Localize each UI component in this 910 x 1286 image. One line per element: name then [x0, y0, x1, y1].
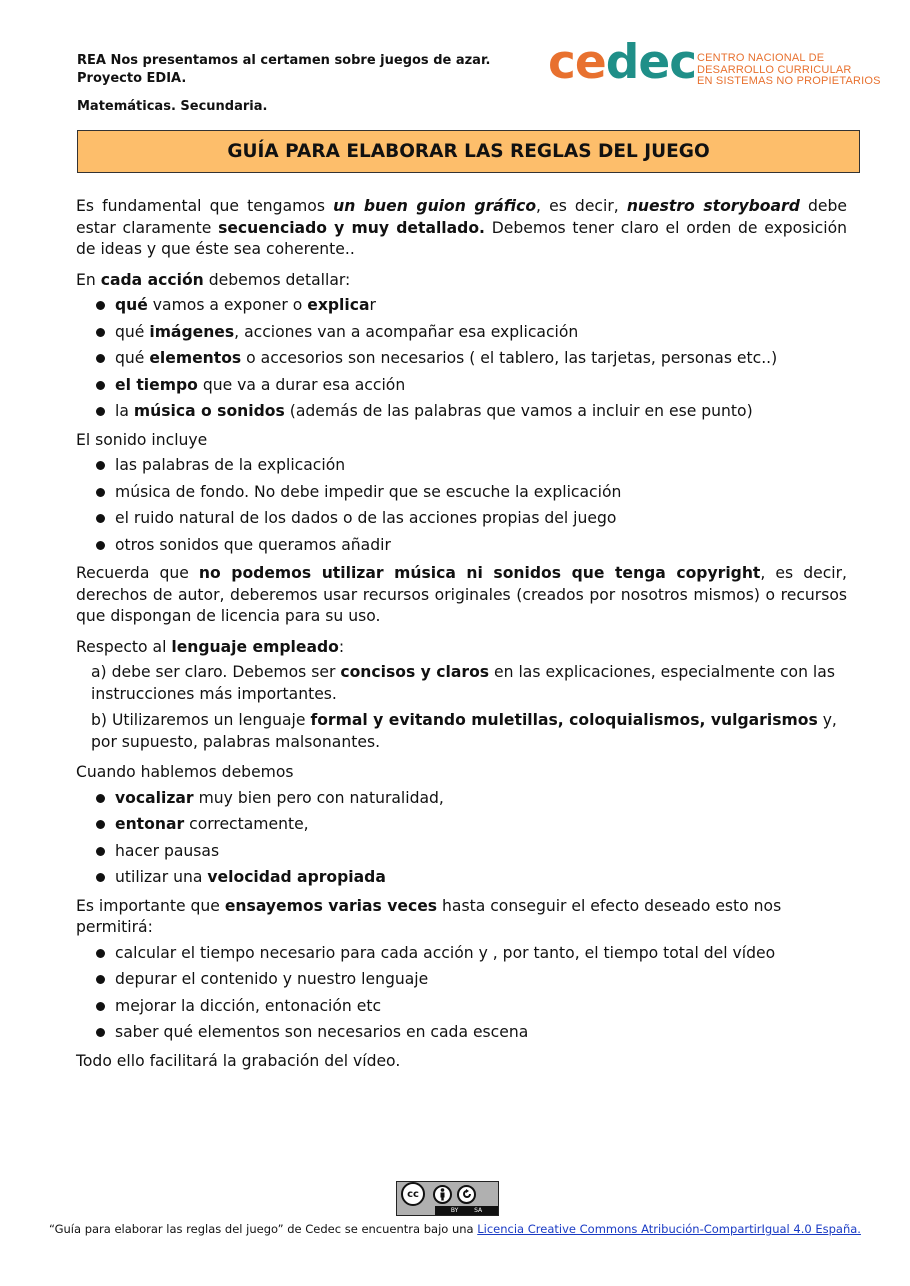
emphasis: elementos: [149, 349, 242, 367]
person-icon: [437, 1188, 448, 1201]
cedec-logo-word: [548, 35, 697, 90]
document-body: [76, 196, 847, 1081]
list-item: calcular el tiempo necesario para cada acción y , por tanto, el tiempo total del vídeo: [95, 943, 847, 965]
cedec-logo: [548, 35, 881, 94]
document-header: [77, 52, 547, 116]
emphasis: ensayemos varias veces: [224, 896, 438, 915]
emphasis: velocidad apropiada: [207, 868, 386, 886]
text: , es decir, derechos de autor, deberemos usar recursos originales (creados por nosotros mismos) o recursos que dispongan de licencia para su uso.: [76, 564, 847, 625]
page-title: GUÍA PARA ELABORAR LAS REGLAS DEL JUEGO: [77, 130, 860, 173]
list-item: [95, 788, 847, 810]
badge-by-label: BY: [450, 1207, 459, 1214]
text: En: [76, 270, 101, 289]
text: debemos detallar:: [203, 270, 351, 289]
list-item: saber qué elementos son necesarios en cada escena: [95, 1022, 847, 1044]
list-item: [95, 295, 847, 317]
text: muy bien pero con naturalidad,: [193, 788, 444, 807]
hablar-list: [76, 788, 847, 889]
emphasis: imágenes: [149, 322, 235, 341]
text: Recuerda que: [76, 564, 199, 582]
text: , es decir,: [536, 197, 627, 215]
sonido-heading: El sonido incluye: [76, 430, 208, 449]
cc-icon: cc: [401, 1182, 425, 1206]
text: Respecto al: [76, 637, 172, 656]
emphasis: nuestro storyboard: [626, 197, 800, 215]
emphasis: música o sonidos: [133, 402, 285, 420]
text: r: [369, 296, 376, 314]
emphasis: un buen guion gráfico: [333, 197, 537, 215]
list-item: [95, 322, 847, 344]
emphasis: qué: [115, 296, 148, 314]
lenguaje-point-b: [76, 710, 847, 753]
logo-ce: ce: [548, 35, 606, 90]
text: vamos a exponer o: [147, 296, 308, 314]
header-line-2: Proyecto EDIA.: [77, 71, 187, 86]
text: debe estar claramente: [76, 197, 847, 237]
emphasis: entonar: [115, 815, 185, 833]
cc-license-badge: [396, 1181, 499, 1216]
lenguaje-heading: [76, 637, 847, 659]
text: o accesorios son necesarios ( el tablero, las tarjetas, personas etc..): [241, 349, 778, 367]
sonido-list: [76, 455, 847, 556]
accion-list: [76, 295, 847, 423]
emphasis: no podemos utilizar música ni sonidos que tenga copyright: [198, 564, 761, 582]
cc-badge-bar: [435, 1206, 498, 1215]
text: que va a durar esa acción: [197, 375, 406, 394]
text: hasta conseguir el efecto deseado esto nos permitirá:: [76, 896, 782, 936]
text: Debemos tener claro el orden de exposición de ideas y que éste sea coherente..: [76, 218, 847, 258]
text: utilizar una: [115, 868, 208, 886]
license-footer: [0, 1222, 910, 1236]
text: la: [115, 402, 134, 420]
list-item: otros sonidos que queramos añadir: [95, 535, 847, 557]
closing-paragraph: Todo ello facilitará la grabación del vídeo.: [76, 1051, 401, 1070]
attribution-icon: [433, 1185, 452, 1204]
text: , acciones van a acompañar esa explicación: [234, 322, 579, 341]
emphasis: formal y evitando muletillas, coloquialismos, vulgarismos: [310, 711, 818, 729]
list-item: [95, 814, 847, 836]
share-alike-icon: [457, 1185, 476, 1204]
emphasis: cada acción: [100, 270, 204, 289]
emphasis: concisos y claros: [340, 663, 490, 681]
license-link[interactable]: Licencia Creative Commons Atribución-CompartirIgual 4.0 España.: [477, 1222, 861, 1236]
list-item: [95, 841, 847, 863]
header-subject: Matemáticas. Secundaria.: [77, 99, 268, 114]
text: qué: [115, 322, 150, 341]
copyright-paragraph: [76, 563, 847, 628]
logo-tagline-line: EN SISTEMAS NO PROPIETARIOS: [697, 75, 881, 87]
license-text: “Guía para elaborar las reglas del juego” de Cedec se encuentra bajo una: [49, 1222, 478, 1236]
list-item: mejorar la dicción, entonación etc: [95, 996, 847, 1018]
ensayo-heading: [76, 896, 847, 939]
text: Es fundamental que tengamos: [76, 197, 334, 215]
text: y, por supuesto, palabras malsonantes.: [91, 711, 837, 751]
text: :: [338, 637, 345, 656]
logo-tagline-line: CENTRO NACIONAL DE: [697, 52, 825, 64]
list-item: [95, 867, 847, 889]
text: hacer pausas: [115, 841, 220, 860]
list-item: música de fondo. No debe impedir que se escuche la explicación: [95, 482, 847, 504]
logo-dec: dec: [605, 35, 697, 90]
badge-sa-label: SA: [474, 1207, 483, 1214]
text: b) Utilizaremos un lenguaje: [91, 711, 311, 729]
text: qué: [115, 349, 150, 367]
list-item: el ruido natural de los dados o de las acciones propias del juego: [95, 508, 847, 530]
cedec-logo-tagline: [697, 53, 881, 88]
hablar-heading: Cuando hablemos debemos: [76, 763, 294, 781]
list-item: las palabras de la explicación: [95, 455, 847, 477]
header-line-1: REA Nos presentamos al certamen sobre juegos de azar.: [77, 53, 491, 68]
list-item: [95, 348, 847, 370]
text: en las explicaciones, especialmente con las instrucciones más importantes.: [91, 663, 835, 703]
text: a) debe ser claro. Debemos ser: [91, 663, 341, 681]
emphasis: vocalizar: [115, 788, 194, 807]
accion-heading: [76, 270, 847, 292]
cc-badge-icons: [397, 1182, 498, 1206]
text: correctamente,: [184, 815, 309, 833]
emphasis: el tiempo: [115, 375, 198, 394]
list-item: [95, 375, 847, 397]
text: (además de las palabras que vamos a incluir en ese punto): [284, 402, 753, 420]
ensayo-list: [76, 943, 847, 1044]
share-alike-arrow-icon: [461, 1188, 473, 1200]
list-item: depurar el contenido y nuestro lenguaje: [95, 969, 847, 991]
text: Es importante que: [76, 896, 225, 915]
lenguaje-point-a: [76, 662, 847, 705]
list-item: [95, 401, 847, 423]
emphasis: lenguaje empleado: [171, 637, 339, 656]
intro-paragraph: [76, 196, 847, 261]
emphasis: explica: [307, 296, 370, 314]
logo-tagline-line: DESARROLLO CURRICULAR: [697, 63, 852, 76]
emphasis: secuenciado y muy detallado.: [218, 218, 485, 237]
